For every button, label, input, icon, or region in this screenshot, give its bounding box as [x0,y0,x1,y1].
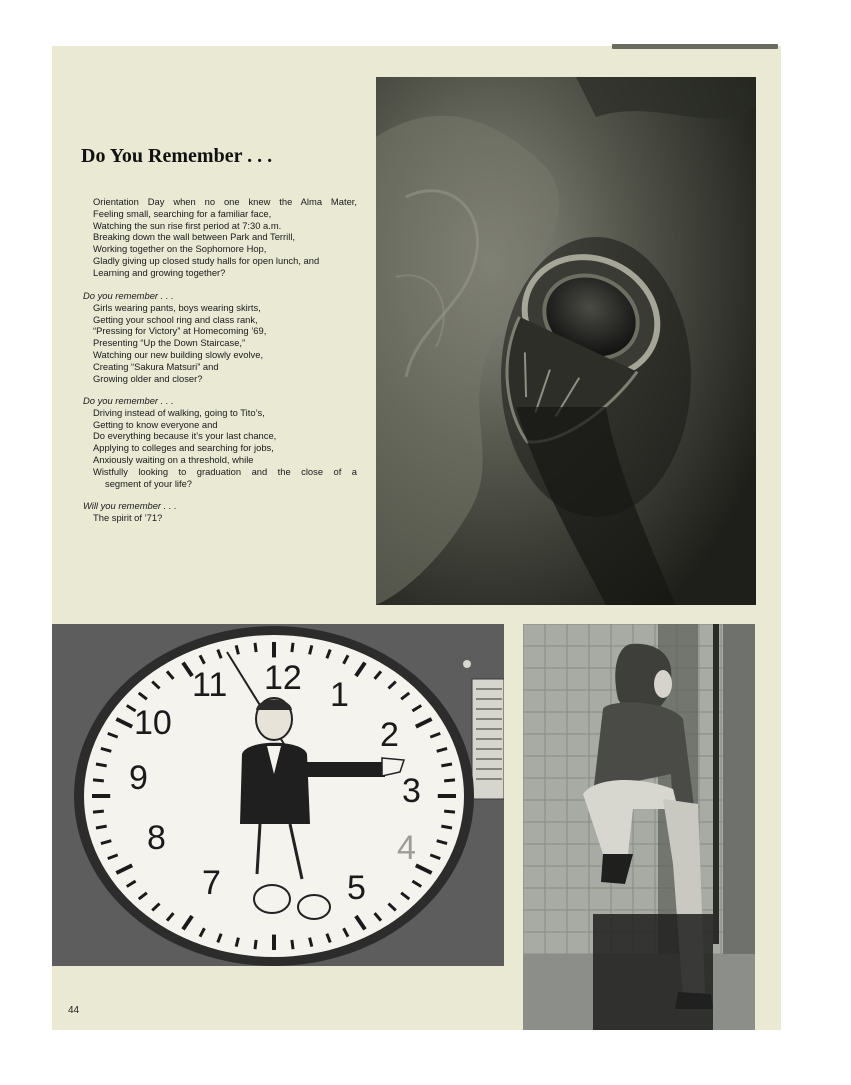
poem-line: “Pressing for Victory” at Homecoming ’69, [93,325,267,337]
poem-line: Gladly giving up closed study halls for open lunch, and [93,254,320,266]
clock-tick [292,643,293,652]
clock-photo [52,624,504,966]
poem-line: Do everything because it’s your last chance, [93,430,277,442]
wall-clock-illustration [52,624,504,966]
clock-numeral-12: 12 [264,659,302,697]
clock-numeral-3: 3 [402,772,421,810]
class-ring-illustration [376,77,756,605]
poem-line: Presenting “Up the Down Staircase,” [93,337,246,349]
poem-line: Getting your school ring and class rank, [93,313,258,325]
clock-tick [93,811,104,812]
clock-tick [96,764,107,766]
page-title: Do You Remember . . . [81,145,273,167]
clock-numeral-8: 8 [147,819,166,857]
poem-stanza-4 [81,500,357,524]
poem-line: Girls wearing pants, boys wearing skirts, [93,301,261,313]
clock-numeral-9: 9 [129,759,148,797]
student-photo [523,624,755,1030]
poem-line: The spirit of ’71? [93,511,163,523]
poem-stanza-lead: Do you remember . . . [83,395,174,406]
poem-line: Anxiously waiting on a threshold, while [93,453,254,465]
clock-numeral-2: 2 [380,716,399,754]
page-tab-edge [612,44,778,49]
poem-line: Applying to colleges and searching for jobs, [93,442,274,454]
clock-tick [441,764,452,766]
poem-line: Watching the sun rise first period at 7:30 a.m. [93,219,282,231]
poem-stanza-lead: Will you remember . . . [83,500,177,511]
page-number: 44 [68,1005,80,1016]
poem-line: Working together on the Sophomore Hop, [93,243,267,255]
clock-tick [255,940,256,949]
poem-line: segment of your life? [105,477,193,489]
poem-line: Creating “Sakura Matsuri” and [93,360,219,372]
clock-numeral-4: 4 [397,829,416,867]
poem-line: Getting to know everyone and [93,418,218,430]
clock-tick [444,811,455,812]
clock-tick [93,780,104,781]
poem-line: Driving instead of walking, going to Tito’s, [93,406,265,418]
clock-numeral-1: 1 [330,676,349,714]
clock-numeral-7: 7 [202,864,221,902]
poem-line: Growing older and closer? [93,372,203,384]
clock-tick [96,826,107,828]
clock-tick [255,643,256,652]
poem-line: Learning and growing together? [93,266,226,278]
poem-line: Feeling small, searching for a familiar face, [93,207,272,219]
clock-numeral-10: 10 [134,704,172,742]
poem-stanza-1 [81,196,357,279]
class-ring-photo [376,77,756,605]
poem-stanza-lead: Do you remember . . . [83,290,174,301]
clock-numeral-5: 5 [347,869,366,907]
poem-line: Breaking down the wall between Park and Terrill, [93,231,296,243]
student-by-tiled-wall-illustration [523,624,755,1030]
poem-line: Watching our new building slowly evolve, [93,348,264,360]
clock-tick [441,826,452,828]
poem-line: Wistfully looking to graduation and the close of a [93,465,357,477]
clock-numeral-11: 11 [192,666,228,704]
poem-stanza-3 [81,395,357,489]
poem-stanza-2 [81,290,357,384]
clock-tick [292,940,293,949]
poem-line: Orientation Day when no one knew the Alma Mater, [93,196,357,207]
clock-tick [444,780,455,781]
